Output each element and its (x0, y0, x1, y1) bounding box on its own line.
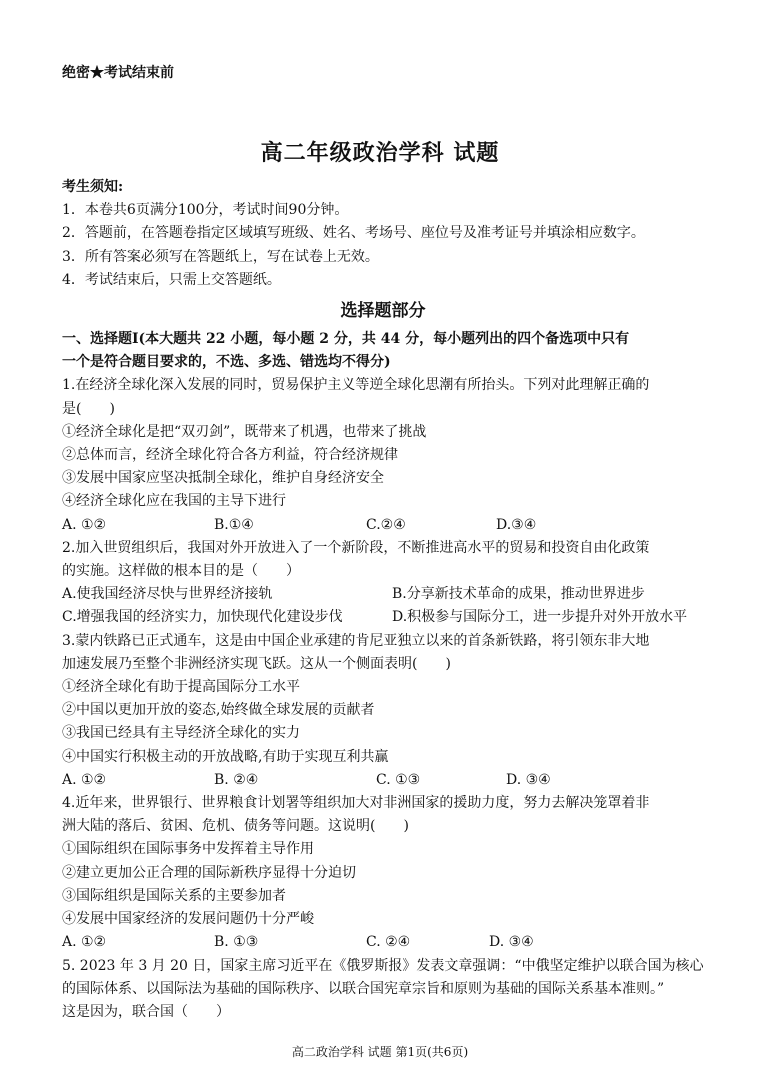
question-4-stem: 洲大陆的落后、贫困、危机、债务等问题。这说明( ) (62, 818, 409, 835)
question-2-options-row2 (62, 606, 704, 629)
question-3-statement: ④中国实行积极主动的开放战略,有助于实现互利共赢 (62, 748, 389, 765)
question-4-options (62, 931, 704, 954)
section-instructions-line2: 一个是符合题目要求的，不选、多选、错选均不得分) (62, 354, 391, 371)
question-2-stem: 2.加入世贸组织后，我国对外开放进入了一个新阶段，不断推进高水平的贸易和投资自由化政策 (62, 539, 650, 556)
question-3-stem: 加速发展乃至整个非洲经济实现飞跃。这从一个侧面表明( ) (62, 655, 451, 672)
notice-heading: 考生须知: (62, 179, 124, 195)
secret-label: 绝密★考试结束前 (62, 65, 174, 81)
question-3-stem: 3.蒙内铁路已正式通车，这是由中国企业承建的肯尼亚独立以来的首条新铁路，将引领东非大地 (62, 632, 650, 649)
question-1-statement: ①经济全球化是把“双刃剑”，既带来了机遇，也带来了挑战 (62, 423, 427, 440)
question-4-statement: ②建立更加公正合理的国际新秩序显得十分迫切 (62, 864, 356, 881)
option-a: A. ①② (62, 516, 107, 533)
option-c: C. ②④ (366, 934, 411, 951)
section-title: 选择题部分 (340, 301, 426, 322)
exam-content (62, 176, 704, 1024)
question-4-statement: ①国际组织在国际事务中发挥着主导作用 (62, 841, 314, 858)
question-2-options-row1 (62, 583, 704, 606)
question-2-stem: 的实施。这样做的根本目的是（ ） (62, 563, 300, 580)
option-b: B. ②④ (214, 771, 259, 788)
notice-item: 4．考试结束后，只需上交答题纸。 (62, 271, 281, 288)
option-a: A. ①② (62, 934, 107, 951)
question-1-statement: ④经济全球化应在我国的主导下进行 (62, 493, 286, 510)
option-d: D. ③④ (489, 934, 534, 951)
option-c: C.②④ (366, 516, 406, 533)
option-d: D.积极参与国际分工，进一步提升对外开放水平 (392, 609, 688, 626)
option-d: D. ③④ (506, 771, 551, 788)
notice-item: 2．答题前，在答题卷指定区域填写班级、姓名、考场号、座位号及准考证号并填涂相应数字。 (62, 225, 645, 242)
question-5-stem: 的国际体系、以国际法为基础的国际秩序、以联合国宪章宗旨和原则为基础的国际关系基本准则。” (62, 980, 665, 997)
question-1-options (62, 514, 704, 537)
question-1-statement: ③发展中国家应坚决抵制全球化，维护自身经济安全 (62, 470, 384, 487)
question-3-statement: ①经济全球化有助于提高国际分工水平 (62, 679, 300, 696)
question-4-statement: ③国际组织是国际关系的主要参加者 (62, 887, 286, 904)
question-3-statement: ③我国已经具有主导经济全球化的实力 (62, 725, 300, 742)
option-c: C.增强我国的经济实力，加快现代化建设步伐 (62, 609, 343, 626)
notice-item: 1．本卷共6页满分100分，考试时间90分钟。 (62, 202, 349, 219)
section-instructions-line1: 一、选择题Ⅰ(本大题共 22 小题，每小题 2 分，共 44 分，每小题列出的四个备选项中只有 (62, 331, 630, 348)
question-5-stem: 5. 2023 年 3 月 20 日，国家主席习近平在《俄罗斯报》发表文章强调：“中俄坚定维护以联合国为核心 (62, 957, 704, 974)
question-1-statement: ②总体而言，经济全球化符合各方利益，符合经济规律 (62, 447, 398, 464)
page-footer: 高二政治学科 试题 第1页(共6页) (291, 1045, 469, 1059)
question-1-stem: 是( ) (62, 400, 115, 417)
question-4-statement: ④发展中国家经济的发展问题仍十分严峻 (62, 911, 314, 928)
option-a: A. ①② (62, 771, 107, 788)
option-b: B.分享新技术革命的成果，推动世界进步 (392, 586, 645, 603)
question-3-options (62, 769, 704, 792)
question-1-stem: 1.在经济全球化深入发展的同时，贸易保护主义等逆全球化思潮有所抬头。下列对此理解正确的 (62, 377, 650, 394)
option-d: D.③④ (496, 516, 537, 533)
question-3-statement: ②中国以更加开放的姿态,始终做全球发展的贡献者 (62, 702, 375, 719)
option-b: B.①④ (214, 516, 254, 533)
question-4-stem: 4.近年来，世界银行、世界粮食计划署等组织加大对非洲国家的援助力度，努力去解决笼罩着非 (62, 795, 650, 812)
notice-item: 3．所有答案必须写在答题纸上，写在试卷上无效。 (62, 248, 379, 265)
page-title: 高二年级政治学科 试题 (260, 140, 500, 166)
question-5-stem: 这是因为，联合国（ ） (62, 1003, 230, 1020)
option-c: C. ①③ (376, 771, 421, 788)
option-a: A.使我国经济尽快与世界经济接轨 (62, 586, 273, 603)
option-b: B. ①③ (214, 934, 259, 951)
